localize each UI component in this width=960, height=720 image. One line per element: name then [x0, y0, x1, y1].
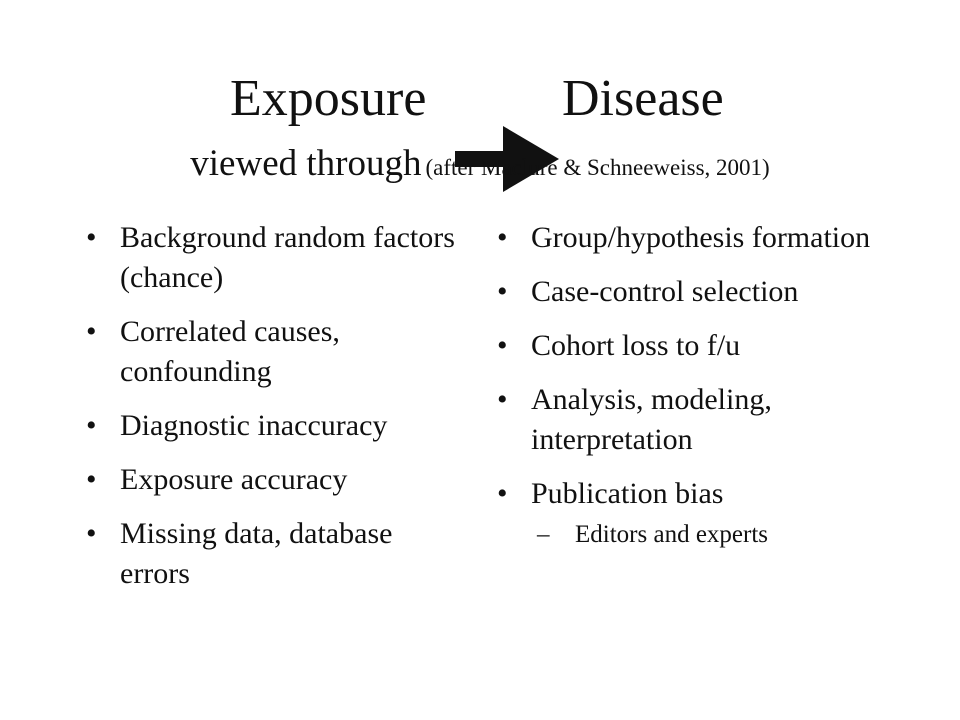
- slide-title: [0, 64, 960, 134]
- list-item: [497, 272, 877, 312]
- dash-icon: –: [537, 521, 550, 548]
- sub-bullet-list: [531, 518, 877, 552]
- sub-bullet-text: Editors and experts: [575, 521, 769, 548]
- bullet-text: Missing data, database errors: [120, 517, 393, 590]
- bullet-text: Diagnostic inaccuracy: [120, 409, 388, 442]
- list-item: [86, 218, 466, 298]
- list-item: [497, 218, 877, 258]
- subtitle-citation: (after Maclure & Schneeweiss, 2001): [425, 155, 770, 180]
- bullet-icon: •: [497, 477, 508, 510]
- right-bullet-list: [497, 218, 877, 566]
- title-disease: Disease: [562, 70, 724, 127]
- subtitle-main: viewed through: [190, 143, 422, 184]
- list-item: [86, 312, 466, 392]
- bullet-text: Cohort loss to f/u: [531, 329, 741, 362]
- bullet-icon: •: [86, 517, 97, 550]
- bullet-text: Publication bias: [531, 477, 724, 510]
- list-item: [86, 460, 466, 500]
- bullet-text: Analysis, modeling, interpretation: [531, 383, 772, 456]
- bullet-text: Background random factors (chance): [120, 221, 455, 294]
- list-item: [497, 326, 877, 366]
- bullet-icon: •: [86, 463, 97, 496]
- sub-list-item: [531, 518, 877, 552]
- title-exposure: Exposure: [230, 70, 427, 127]
- bullet-text: Exposure accuracy: [120, 463, 348, 496]
- bullet-icon: •: [86, 409, 97, 442]
- list-item: [497, 474, 877, 552]
- bullet-text: Correlated causes, confounding: [120, 315, 340, 388]
- bullet-icon: •: [86, 221, 97, 254]
- bullet-icon: •: [497, 275, 508, 308]
- left-bullet-list: [86, 218, 466, 608]
- list-item: [86, 514, 466, 594]
- bullet-text: Group/hypothesis formation: [531, 221, 871, 254]
- slide-subtitle: [0, 142, 960, 185]
- list-item: [86, 406, 466, 446]
- bullet-icon: •: [497, 221, 508, 254]
- list-item: [497, 380, 877, 460]
- bullet-icon: •: [497, 383, 508, 416]
- bullet-text: Case-control selection: [531, 275, 799, 308]
- bullet-icon: •: [497, 329, 508, 362]
- bullet-icon: •: [86, 315, 97, 348]
